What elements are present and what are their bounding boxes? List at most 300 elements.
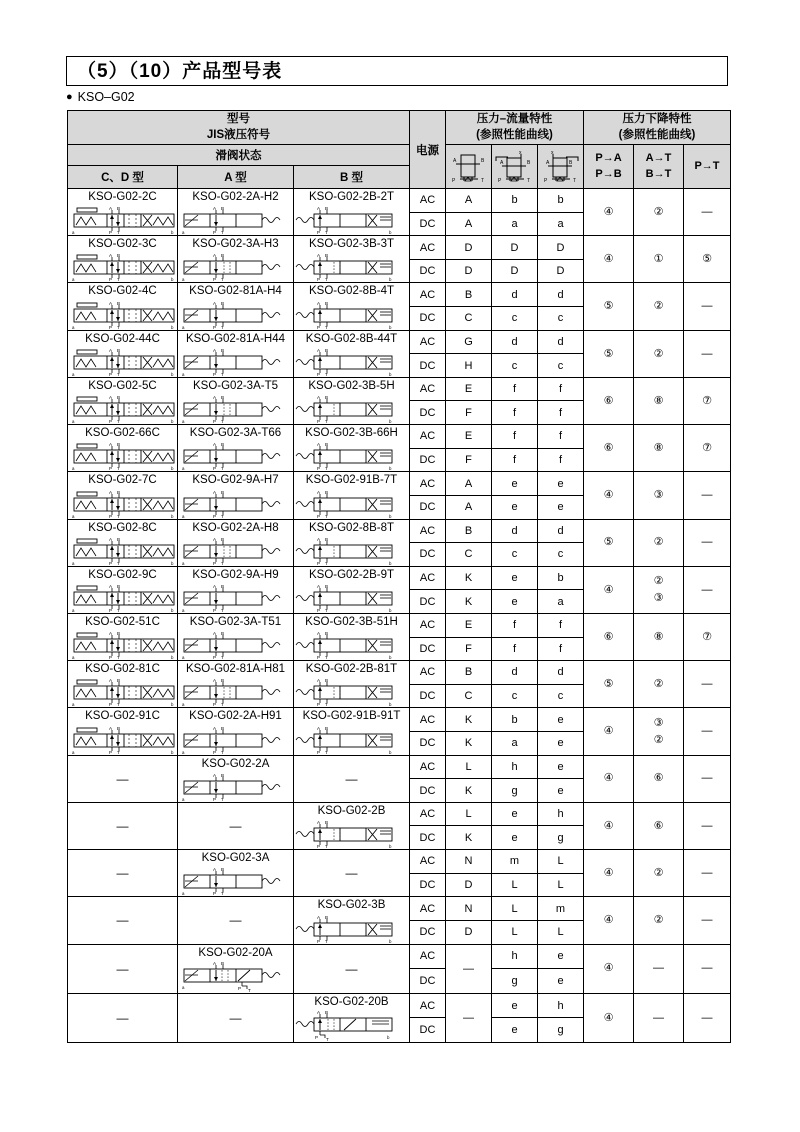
svg-text:P: P: [317, 607, 321, 613]
cell-pq1-dc: K: [446, 732, 492, 756]
cell-pq2-dc: e: [492, 1018, 538, 1043]
table-row: [68, 377, 731, 401]
svg-text:P: P: [317, 371, 321, 377]
svg-text:P: P: [317, 749, 321, 755]
cell-model-cd: [68, 897, 178, 944]
pa-pb-value: ④: [603, 1011, 614, 1024]
cell-pa-pb: [584, 472, 634, 519]
svg-text:B: B: [221, 347, 225, 353]
svg-text:B: B: [221, 678, 225, 684]
cell-power-dc: DC: [410, 259, 446, 283]
cell-pq2-ac: d: [492, 330, 538, 354]
svg-text:b: b: [389, 938, 392, 944]
svg-text:T: T: [248, 987, 251, 993]
cell-pq1-dc: K: [446, 590, 492, 614]
cell-pq2-ac: e: [492, 802, 538, 826]
svg-text:B: B: [221, 395, 225, 401]
svg-text:P: P: [213, 749, 217, 755]
cell-pq3-dc: a: [538, 590, 584, 614]
cell-power-dc: DC: [410, 354, 446, 378]
valve-symbol-icon-3: [538, 149, 584, 185]
cell-model-b: [294, 425, 410, 472]
svg-text:T: T: [221, 702, 224, 708]
cell-at-bt: [634, 519, 684, 566]
svg-text:b: b: [171, 230, 174, 236]
at-bt-value: ②: [653, 300, 664, 313]
cell-model-b: [294, 613, 410, 660]
model-b-symbol-icon: [294, 252, 409, 282]
svg-text:B: B: [221, 536, 225, 542]
svg-text:P: P: [109, 607, 113, 613]
svg-text:A: A: [109, 583, 113, 589]
model-cd-name: KSO-G02-81C: [85, 663, 160, 676]
cell-model-b: [294, 850, 410, 897]
model-a-symbol-icon: [178, 347, 293, 377]
svg-text:T: T: [325, 607, 328, 613]
cell-power-ac: AC: [410, 425, 446, 449]
model-b-name: KSO-G02-3B-66H: [305, 427, 398, 440]
model-cd-symbol-icon: [68, 252, 177, 282]
svg-text:T: T: [325, 419, 328, 425]
svg-text:P: P: [213, 702, 217, 708]
svg-text:a: a: [182, 560, 185, 566]
cell-pa-pb: [584, 613, 634, 660]
svg-text:B: B: [325, 1009, 329, 1015]
svg-text:T: T: [325, 371, 328, 377]
cell-model-a: [178, 189, 294, 236]
cell-pa-pb: [584, 755, 634, 802]
header-valve-state: 滑阀状态: [68, 145, 410, 166]
model-cd-symbol-icon: [68, 630, 177, 660]
model-cd-dash: —: [116, 818, 129, 833]
pt-value: —: [701, 536, 713, 549]
cell-pa-pb: [584, 993, 634, 1042]
cell-pq3-ac: e: [538, 708, 584, 732]
svg-text:A: A: [317, 206, 321, 212]
model-a-name: KSO-G02-9A-H9: [192, 568, 279, 581]
svg-text:A: A: [109, 395, 113, 401]
svg-text:b: b: [171, 560, 174, 566]
svg-text:P: P: [213, 419, 217, 425]
svg-text:P: P: [213, 796, 217, 802]
pa-pb-value: ④: [603, 205, 614, 218]
header-row-group: [68, 111, 731, 145]
pa-pb-value: ⑥: [603, 394, 614, 407]
cell-model-a: [178, 330, 294, 377]
svg-text:T: T: [325, 513, 328, 519]
pt-value: —: [701, 300, 713, 313]
svg-text:A: A: [213, 725, 217, 731]
cell-pq1-ac: K: [446, 708, 492, 732]
cell-model-cd: [68, 377, 178, 424]
svg-text:B: B: [117, 300, 121, 306]
model-a-name: KSO-G02-3A-T5: [193, 379, 278, 392]
pa-pb-value: ④: [603, 253, 614, 266]
svg-text:T: T: [117, 607, 120, 613]
pa-pb-value: ⑥: [603, 441, 614, 454]
cell-at-bt: [634, 472, 684, 519]
cell-pa-pb: [584, 283, 634, 330]
bullet-icon: ●: [66, 90, 73, 103]
pa-pb-value: ⑤: [603, 347, 614, 360]
cell-pq2-dc: g: [492, 969, 538, 994]
cell-pq3-ac: h: [538, 802, 584, 826]
cell-pa-pb: [584, 425, 634, 472]
cell-power-dc: DC: [410, 495, 446, 519]
model-cd-name: KSO-G02-7C: [88, 474, 157, 487]
cell-pt: [684, 566, 731, 613]
svg-text:B: B: [221, 867, 225, 873]
cell-at-bt: [634, 661, 684, 708]
cell-pq3-ac: d: [538, 283, 584, 307]
svg-text:T: T: [117, 655, 120, 661]
svg-text:P: P: [544, 177, 548, 184]
cell-power-ac: AC: [410, 802, 446, 826]
svg-text:a: a: [182, 513, 185, 519]
pa-pb-value: ⑤: [603, 300, 614, 313]
table-row: [68, 802, 731, 826]
model-a-name: KSO-G02-3A-T51: [189, 615, 282, 628]
svg-text:P: P: [317, 655, 321, 661]
model-a-symbol-icon: [178, 866, 293, 896]
cell-pq2-dc: c: [492, 354, 538, 378]
svg-text:P: P: [109, 324, 113, 330]
table-row: [68, 330, 731, 354]
model-b-symbol-icon: [294, 725, 409, 755]
cell-pq1-dc: F: [446, 637, 492, 661]
cell-pq3-dc: g: [538, 826, 584, 850]
model-b-name: KSO-G02-91B-7T: [305, 474, 398, 487]
cell-pq2-dc: f: [492, 448, 538, 472]
cell-pq1-ac: E: [446, 613, 492, 637]
svg-text:a: a: [182, 230, 185, 236]
cell-model-cd: [68, 519, 178, 566]
cell-pa-pb: [584, 850, 634, 897]
table-row: [68, 189, 731, 213]
model-a-symbol-icon: [178, 252, 293, 282]
model-cd-name: KSO-G02-4C: [88, 285, 157, 298]
cell-power-ac: AC: [410, 613, 446, 637]
svg-text:a: a: [72, 749, 75, 755]
svg-text:B: B: [117, 253, 121, 259]
svg-text:b: b: [389, 419, 392, 425]
model-cd-symbol-icon: [68, 441, 177, 471]
svg-text:T: T: [221, 655, 224, 661]
svg-text:a: a: [72, 324, 75, 330]
pt-value: —: [701, 725, 713, 738]
model-a-name: KSO-G02-3A-H3: [192, 238, 279, 251]
at-bt-value: ②: [653, 536, 664, 549]
svg-text:T: T: [117, 230, 120, 236]
cell-model-b: [294, 708, 410, 755]
cell-pa-pb: [584, 661, 634, 708]
svg-text:P: P: [317, 230, 321, 236]
cell-pq3-dc: a: [538, 212, 584, 236]
cell-pa-pb: [584, 944, 634, 993]
cell-pq2-ac: f: [492, 613, 538, 637]
cell-pq1-ac: K: [446, 566, 492, 590]
cell-at-bt: [634, 425, 684, 472]
model-cd-name: KSO-G02-2C: [88, 191, 157, 203]
model-cd-symbol-icon: [68, 347, 177, 377]
model-cd-name: KSO-G02-9C: [88, 568, 157, 581]
svg-text:T: T: [117, 749, 120, 755]
cell-model-b: [294, 189, 410, 236]
svg-text:A: A: [213, 536, 217, 542]
svg-text:B: B: [325, 206, 329, 212]
cell-power-dc: DC: [410, 826, 446, 850]
model-b-name: KSO-G02-3B-5H: [308, 379, 395, 392]
svg-text:A: A: [109, 347, 113, 353]
cell-pq1-ac: —: [446, 944, 492, 993]
cell-pa-pb: [584, 189, 634, 236]
svg-text:T: T: [117, 324, 120, 330]
cell-at-bt: [634, 283, 684, 330]
cell-pq2-ac: d: [492, 519, 538, 543]
svg-text:T: T: [221, 607, 224, 613]
cell-pq2-dc: e: [492, 590, 538, 614]
header-model-group: [68, 111, 410, 145]
model-a-name: KSO-G02-9A-H7: [192, 474, 279, 487]
svg-text:b: b: [389, 371, 392, 377]
model-cd-name: KSO-G02-66C: [85, 427, 160, 440]
cell-at-bt: [634, 802, 684, 849]
svg-text:T: T: [117, 419, 120, 425]
model-cd-dash: —: [116, 866, 129, 881]
svg-text:A: A: [109, 253, 113, 259]
pt-value: —: [701, 489, 713, 502]
svg-text:T: T: [326, 1036, 329, 1042]
pt-value: —: [701, 205, 713, 218]
header-symbol-2: [492, 145, 538, 189]
svg-text:T: T: [117, 513, 120, 519]
header-symbol-3: [538, 145, 584, 189]
header-symbol-1: [446, 145, 492, 189]
svg-text:A: A: [213, 253, 217, 259]
svg-text:B: B: [221, 489, 225, 495]
cell-power-ac: AC: [410, 661, 446, 685]
svg-text:P: P: [109, 749, 113, 755]
model-cd-symbol-icon: [68, 677, 177, 707]
svg-text:P: P: [213, 230, 217, 236]
cell-at-bt: [634, 944, 684, 993]
svg-text:b: b: [389, 277, 392, 283]
svg-text:B: B: [117, 489, 121, 495]
svg-text:T: T: [527, 177, 531, 184]
cell-pq3-ac: d: [538, 661, 584, 685]
cell-pq2-ac: m: [492, 850, 538, 874]
model-b-name: KSO-G02-20B: [314, 995, 389, 1008]
table-row: [68, 850, 731, 874]
svg-text:A: A: [317, 914, 321, 920]
at-bt-value: ③: [653, 591, 664, 604]
cell-pt: [684, 283, 731, 330]
svg-text:A: A: [109, 489, 113, 495]
header-pdrop-line1: 压力下降特性: [622, 112, 692, 125]
pt-value: —: [701, 1011, 713, 1024]
cell-pt: [684, 236, 731, 283]
cell-pq2-dc: f: [492, 401, 538, 425]
cell-pq1-ac: L: [446, 755, 492, 779]
model-b-name: KSO-G02-91B-91T: [302, 710, 401, 723]
model-a-dash: —: [229, 1010, 242, 1025]
svg-text:P: P: [317, 419, 321, 425]
model-b-name: KSO-G02-8B-44T: [305, 332, 398, 345]
table-row: [68, 613, 731, 637]
svg-text:P: P: [238, 985, 242, 991]
cell-pq2-dc: L: [492, 873, 538, 897]
at-bt-value: ⑧: [653, 441, 664, 454]
cell-model-b: [294, 993, 410, 1042]
cell-pq1-dc: D: [446, 920, 492, 944]
svg-text:b: b: [171, 371, 174, 377]
model-cd-symbol-icon: [68, 489, 177, 519]
cell-pq2-dc: g: [492, 779, 538, 803]
cell-model-cd: [68, 189, 178, 236]
svg-text:T: T: [221, 419, 224, 425]
cell-model-cd: [68, 283, 178, 330]
svg-text:a: a: [72, 230, 75, 236]
cell-model-a: [178, 993, 294, 1042]
product-model-table: [67, 110, 731, 1043]
table-row: [68, 283, 731, 307]
cell-model-cd: [68, 802, 178, 849]
svg-text:P: P: [317, 466, 321, 472]
cell-pq1-ac: B: [446, 519, 492, 543]
header-pdrop-line2: (参照性能曲线): [618, 128, 696, 141]
cell-model-a: [178, 236, 294, 283]
cell-pq1-ac: A: [446, 472, 492, 496]
cell-pq3-ac: b: [538, 189, 584, 213]
model-a-symbol-icon: [178, 961, 293, 993]
cell-pq1-ac: E: [446, 425, 492, 449]
cell-at-bt: [634, 189, 684, 236]
svg-text:B: B: [221, 583, 225, 589]
cell-pa-pb: [584, 897, 634, 944]
svg-text:P: P: [109, 466, 113, 472]
svg-text:A: A: [213, 489, 217, 495]
svg-text:B: B: [325, 631, 329, 637]
svg-text:B: B: [117, 395, 121, 401]
svg-text:A: A: [317, 395, 321, 401]
cell-power-dc: DC: [410, 920, 446, 944]
svg-text:B: B: [325, 536, 329, 542]
model-a-name: KSO-G02-81A-H44: [185, 332, 286, 345]
svg-text:B: B: [117, 631, 121, 637]
cell-model-b: [294, 330, 410, 377]
svg-text:a: a: [72, 513, 75, 519]
svg-text:B: B: [325, 347, 329, 353]
cell-pq2-ac: D: [492, 236, 538, 260]
at-bt-value: ⑧: [653, 394, 664, 407]
svg-text:A: A: [317, 631, 321, 637]
svg-text:a: a: [182, 655, 185, 661]
svg-text:B: B: [569, 159, 573, 166]
model-cd-symbol-icon: [68, 300, 177, 330]
at-bt-value: ②: [653, 733, 664, 746]
model-a-dash: —: [229, 818, 242, 833]
cell-pq3-ac: L: [538, 850, 584, 874]
svg-text:T: T: [221, 466, 224, 472]
svg-text:a: a: [182, 607, 185, 613]
svg-text:a: a: [182, 371, 185, 377]
page-title: （5）（10）产品型号表: [77, 60, 283, 82]
cell-model-a: [178, 802, 294, 849]
at-bt-value: ③: [653, 717, 664, 730]
cell-power-dc: DC: [410, 873, 446, 897]
pt-value: —: [701, 819, 713, 832]
cell-power-dc: DC: [410, 1018, 446, 1043]
header-pa-pb: [584, 145, 634, 189]
cell-model-a: [178, 377, 294, 424]
cell-model-a: [178, 519, 294, 566]
svg-text:A: A: [109, 631, 113, 637]
cell-model-cd: [68, 613, 178, 660]
svg-text:A: A: [213, 960, 217, 966]
cell-power-ac: AC: [410, 850, 446, 874]
cell-model-b: [294, 566, 410, 613]
svg-text:T: T: [117, 277, 120, 283]
header-pressure-flow-group: [446, 111, 584, 145]
header-power: 电源: [410, 111, 446, 189]
svg-text:A: A: [213, 631, 217, 637]
svg-text:T: T: [117, 371, 120, 377]
cell-model-a: [178, 850, 294, 897]
svg-text:A: A: [317, 678, 321, 684]
svg-text:B: B: [480, 157, 484, 164]
header-pt: P→T: [684, 145, 731, 189]
model-b-symbol-icon: [294, 394, 409, 424]
model-a-symbol-icon: [178, 300, 293, 330]
at-bt-value: ②: [653, 678, 664, 691]
svg-text:B: B: [221, 725, 225, 731]
svg-text:P: P: [109, 702, 113, 708]
cell-pq3-dc: L: [538, 920, 584, 944]
pt-value: ⑦: [702, 630, 712, 643]
at-bt-value: —: [653, 962, 664, 975]
svg-text:A: A: [213, 772, 217, 778]
cell-power-ac: AC: [410, 236, 446, 260]
svg-text:P: P: [317, 277, 321, 283]
svg-text:a: a: [182, 984, 185, 990]
svg-text:b: b: [389, 749, 392, 755]
model-b-name: KSO-G02-3B: [317, 899, 386, 912]
model-cd-name: KSO-G02-8C: [88, 521, 157, 534]
svg-text:b: b: [389, 324, 392, 330]
cell-model-a: [178, 755, 294, 802]
svg-text:b: b: [389, 513, 392, 519]
pa-pb-value: ④: [603, 866, 614, 879]
model-cd-symbol-icon: [68, 205, 177, 235]
model-b-symbol-icon: [294, 630, 409, 660]
cell-pq2-dc: L: [492, 920, 538, 944]
cell-at-bt: [634, 377, 684, 424]
cell-power-dc: DC: [410, 779, 446, 803]
svg-text:B: B: [325, 442, 329, 448]
cell-pq2-dc: f: [492, 637, 538, 661]
model-a-symbol-icon: [178, 489, 293, 519]
svg-text:A: A: [109, 300, 113, 306]
svg-text:b: b: [171, 702, 174, 708]
svg-text:P: P: [109, 655, 113, 661]
cell-model-b: [294, 377, 410, 424]
pt-value: —: [701, 914, 713, 927]
svg-text:b: b: [387, 1034, 390, 1040]
cell-pq3-ac: f: [538, 425, 584, 449]
at-bt-value: ②: [653, 347, 664, 360]
table-row: [68, 236, 731, 260]
cell-model-cd: [68, 330, 178, 377]
